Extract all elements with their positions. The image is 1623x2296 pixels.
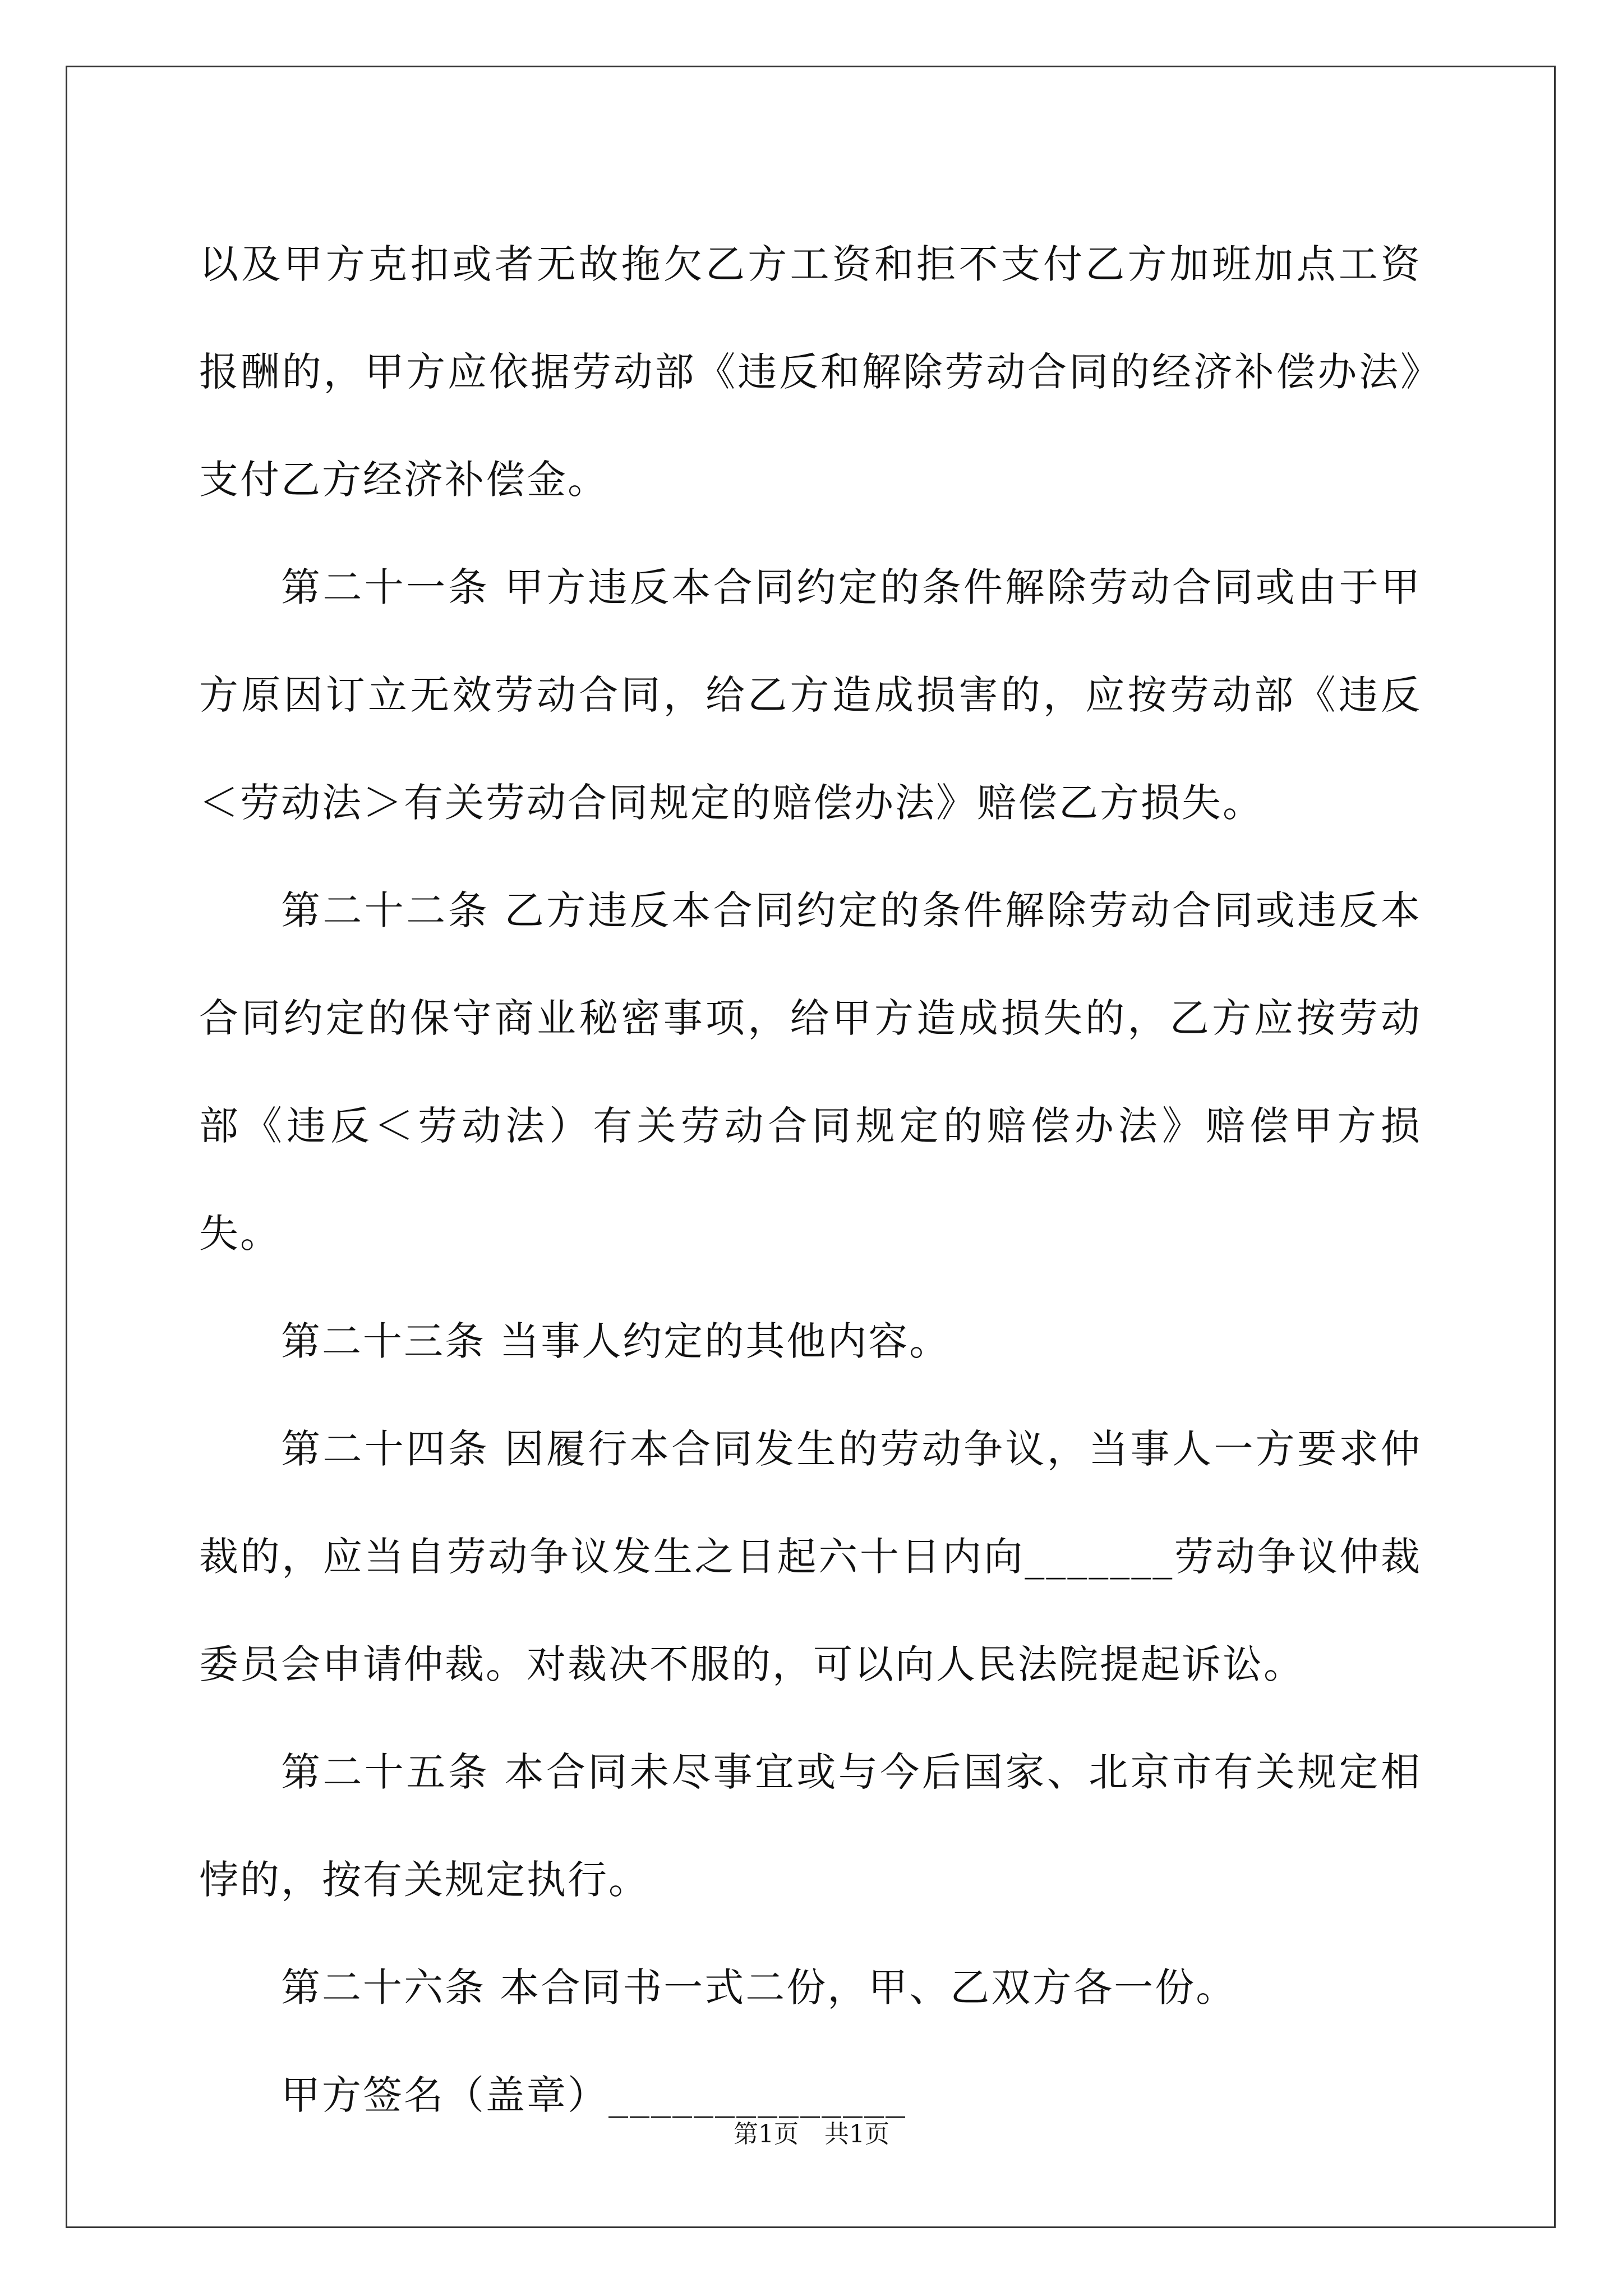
paragraph-article-23: 第二十三条 当事人约定的其他内容。 [281,1318,951,1364]
paragraph-article-21: 第二十一条 甲方违反本合同约定的条件解除劳动合同或由于甲方原因订立无效劳动合同，给乙方造成损害的，应按劳动部《违反＜劳动法＞有关劳动合同规定的赔偿办法》赔偿乙方损失。 [199,564,1422,826]
page-number-current: 第1页 [734,2120,799,2148]
signature-line-party-a: 甲方签名（盖章）______________ [281,2072,907,2118]
paragraph-article-22: 第二十二条 乙方违反本合同约定的条件解除劳动合同或违反本合同约定的保守商业秘密事项，给甲方造成损失的，乙方应按劳动部《违反＜劳动法）有关劳动合同规定的赔偿办法》赔偿甲方损失。 [199,887,1422,1257]
paragraph-article-25: 第二十五条 本合同未尽事宜或与今后国家、北京市有关规定相悖的，按有关规定执行。 [199,1749,1422,1903]
paragraph-article-26: 第二十六条 本合同书一式二份，甲、乙双方各一份。 [281,1964,1237,2010]
document-body [199,210,1422,2149]
page-number-total: 共1页 [824,2120,889,2148]
paragraph-article-24: 第二十四条 因履行本合同发生的劳动争议，当事人一方要求仲裁的，应当自劳动争议发生之日起六十日内向_______劳动争议仲裁委员会申请仲裁。对裁决不服的，可以向人民法院提起诉讼。 [199,1426,1422,1687]
page-footer [0,2118,1623,2151]
paragraph-continuation: 以及甲方克扣或者无故拖欠乙方工资和拒不支付乙方加班加点工资报酬的，甲方应依据劳动部《违反和解除劳动合同的经济补偿办法》支付乙方经济补偿金。 [199,241,1422,503]
